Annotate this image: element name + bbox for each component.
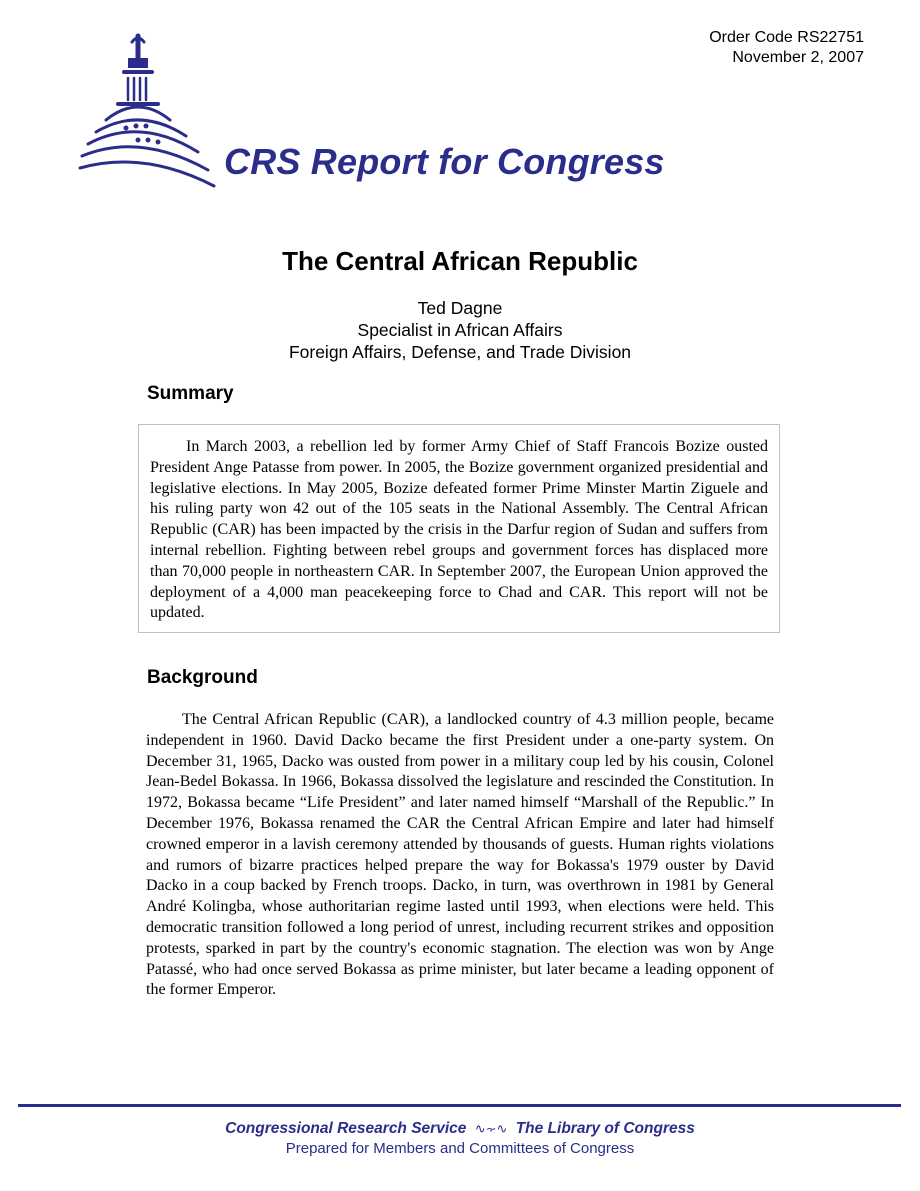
footer-library: The Library of Congress [515,1120,695,1137]
report-date: November 2, 2007 [732,49,864,66]
author-position: Specialist in African Affairs [357,320,563,340]
brand-title: CRS Report for Congress [224,141,665,182]
footer-prepared: Prepared for Members and Committees of Congress [285,1140,635,1157]
author-name: Ted Dagne [417,298,503,318]
capitol-dome-icon [78,28,218,188]
summary-box [138,424,780,633]
author-division: Foreign Affairs, Defense, and Trade Division [288,342,632,362]
background-text: The Central African Republic (CAR), a landlocked country of 4.3 million people, became independent in 1960. David Dacko became the first President under a one-party system. On December 31, 1965, Dacko was ousted from power in a military coup led by his cousin, Colonel Jean-Bedel Bokassa. In 1966, Bokassa dissolved the legislature and rescinded the Constitution. In 1972, Bokassa became “Life President” and later named himself “Marshall of the Republic.” In December 1976, Bokassa renamed the CAR the Central African Empire and later had himself crowned emperor in a lavish ceremony attended by thousands of guests. Human rights violations and rumors of bizarre practices helped prepare the way for Bokassa's 1979 ouster by David Dacko in a coup backed by French troops. Dacko, in turn, was overthrown in 1981 by General André Kolingba, whose authoritarian regime lasted until 1993, when elections were held. This democratic transition followed a long period of unrest, including recurrent strikes and opposition protests, sparked in part by the country's economic stagnation. The election was won by Ange Patassé, who had once served Bokassa as prime minister, but later became a leading opponent of the former Emperor. [146,711,774,999]
footer-divider [18,1104,901,1107]
swirl-ornament-icon: ∿⸟∿ [474,1121,508,1136]
background-section [146,710,774,1001]
summary-text: In March 2003, a rebellion led by former Army Chief of Staff Francois Bozize ousted President Ange Patasse from power. In 2005, the Bozize government organized presidential and legislative elections. In May 2005, Bozize defeated former Prime Minster Martin Ziguele and his ruling party won 42 out of the 105 seats in the National Assembly. The Central African Republic (CAR) has been impacted by the crisis in the Darfur region of Sudan and suffers from internal rebellion. Fighting between rebel groups and government forces has displaced more than 70,000 people in northeastern CAR. In September 2007, the European Union approved the deployment of a 4,000 man peacekeeping force to Chad and CAR. This report will not be updated. [150,438,768,622]
author-block [0,297,920,363]
order-info [709,28,864,68]
background-heading: Background [147,667,258,688]
order-code: Order Code RS22751 [709,29,864,46]
report-title: The Central African Republic [282,246,638,276]
footer-org-line [0,1119,920,1139]
summary-heading: Summary [147,383,234,404]
footer-org: Congressional Research Service [225,1120,467,1137]
